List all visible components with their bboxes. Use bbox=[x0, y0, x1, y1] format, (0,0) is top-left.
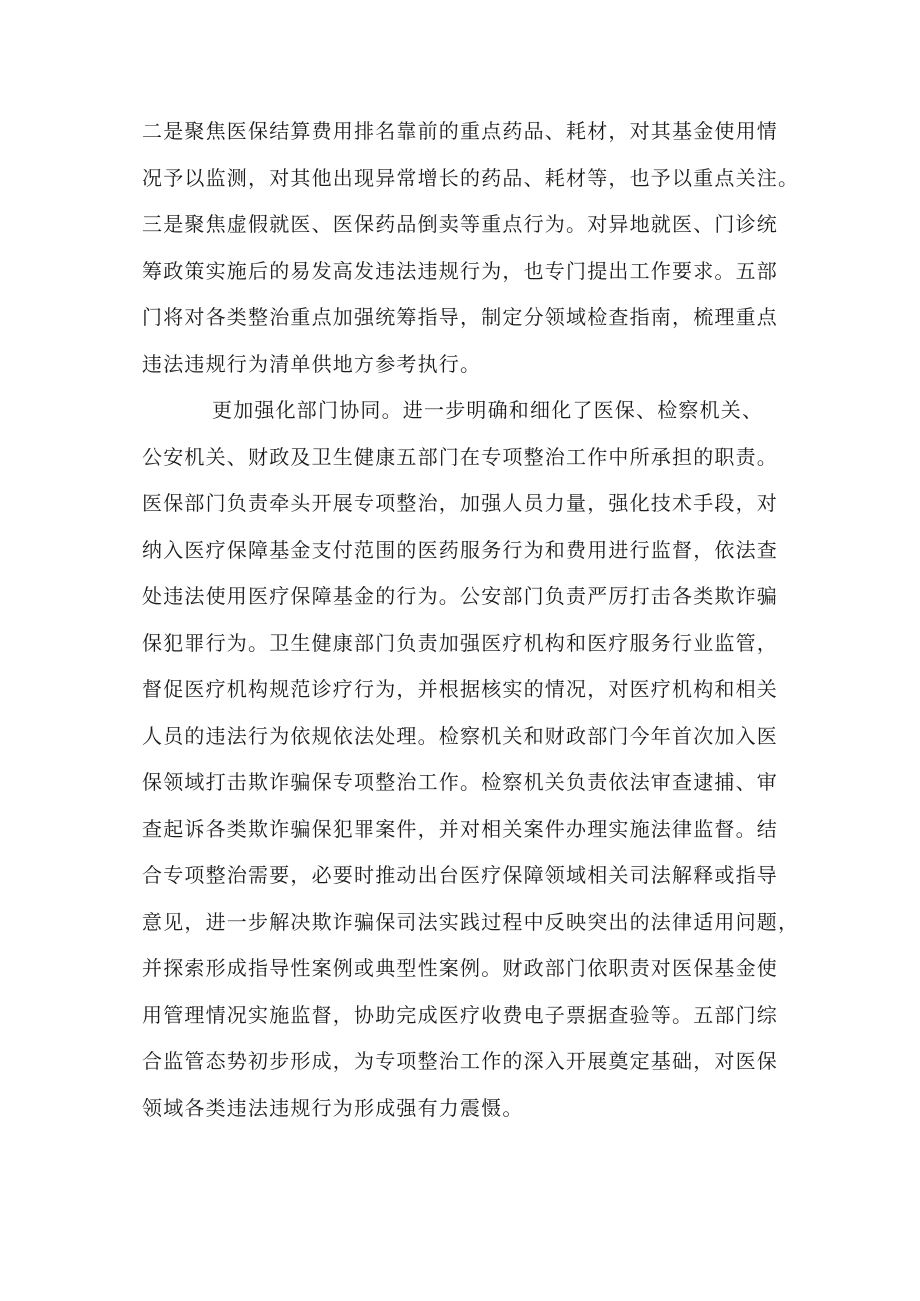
paragraph-first-line: 更加强化部门协同。进一步明确和细化了医保、检察机关、 bbox=[212, 398, 764, 422]
text-line: 处违法使用医疗保障基金的行为。公安部门负责严厉打击各类欺诈骗 bbox=[142, 584, 778, 608]
text-line: 三是聚焦虚假就医、医保药品倒卖等重点行为。对异地就医、门诊统 bbox=[142, 212, 778, 236]
text-line: 保犯罪行为。卫生健康部门负责加强医疗机构和医疗服务行业监管， bbox=[142, 630, 778, 655]
text-line: 门将对各类整治重点加强统筹指导，制定分领域检查指南，梳理重点 bbox=[142, 305, 778, 329]
text-line: 并探索形成指导性案例或典型性案例。财政部门依职责对医保基金使 bbox=[142, 956, 778, 980]
text-line: 查起诉各类欺诈骗保犯罪案件，并对相关案件办理实施法律监督。结 bbox=[142, 816, 778, 841]
text-line: 督促医疗机构规范诊疗行为，并根据核实的情况，对医疗机构和相关 bbox=[142, 677, 778, 701]
text-line: 合专项整治需要，必要时推动出台医疗保障领域相关司法解释或指导 bbox=[142, 863, 778, 887]
text-line: 领域各类违法违规行为形成强有力震慑。 bbox=[142, 1095, 524, 1120]
text-line: 公安机关、财政及卫生健康五部门在专项整治工作中所承担的职责。 bbox=[142, 444, 778, 469]
text-line: 纳入医疗保障基金支付范围的医药服务行为和费用进行监督，依法查 bbox=[142, 537, 778, 562]
text-line: 用管理情况实施监督，协助完成医疗收费电子票据查验等。五部门综 bbox=[142, 1002, 778, 1027]
text-line: 二是聚焦医保结算费用排名靠前的重点药品、耗材，对其基金使用情 bbox=[142, 119, 778, 143]
text-line: 违法违规行为清单供地方参考执行。 bbox=[142, 351, 482, 376]
text-line: 保领域打击欺诈骗保专项整治工作。检察机关负责依法审查逮捕、审 bbox=[142, 770, 778, 794]
text-line: 况予以监测，对其他出现异常增长的药品、耗材等，也予以重点关注。 bbox=[142, 165, 800, 190]
text-line: 筹政策实施后的易发高发违法违规行为，也专门提出工作要求。五部 bbox=[142, 258, 778, 283]
text-line: 人员的违法行为依规依法处理。检察机关和财政部门今年首次加入医 bbox=[142, 723, 778, 748]
body-text bbox=[142, 108, 808, 1131]
text-line: 意见，进一步解决欺诈骗保司法实践过程中反映突出的法律适用问题， bbox=[142, 909, 800, 934]
text-line: 医保部门负责牵头开展专项整治，加强人员力量，强化技术手段，对 bbox=[142, 491, 778, 515]
text-line: 合监管态势初步形成，为专项整治工作的深入开展奠定基础，对医保 bbox=[142, 1049, 778, 1073]
